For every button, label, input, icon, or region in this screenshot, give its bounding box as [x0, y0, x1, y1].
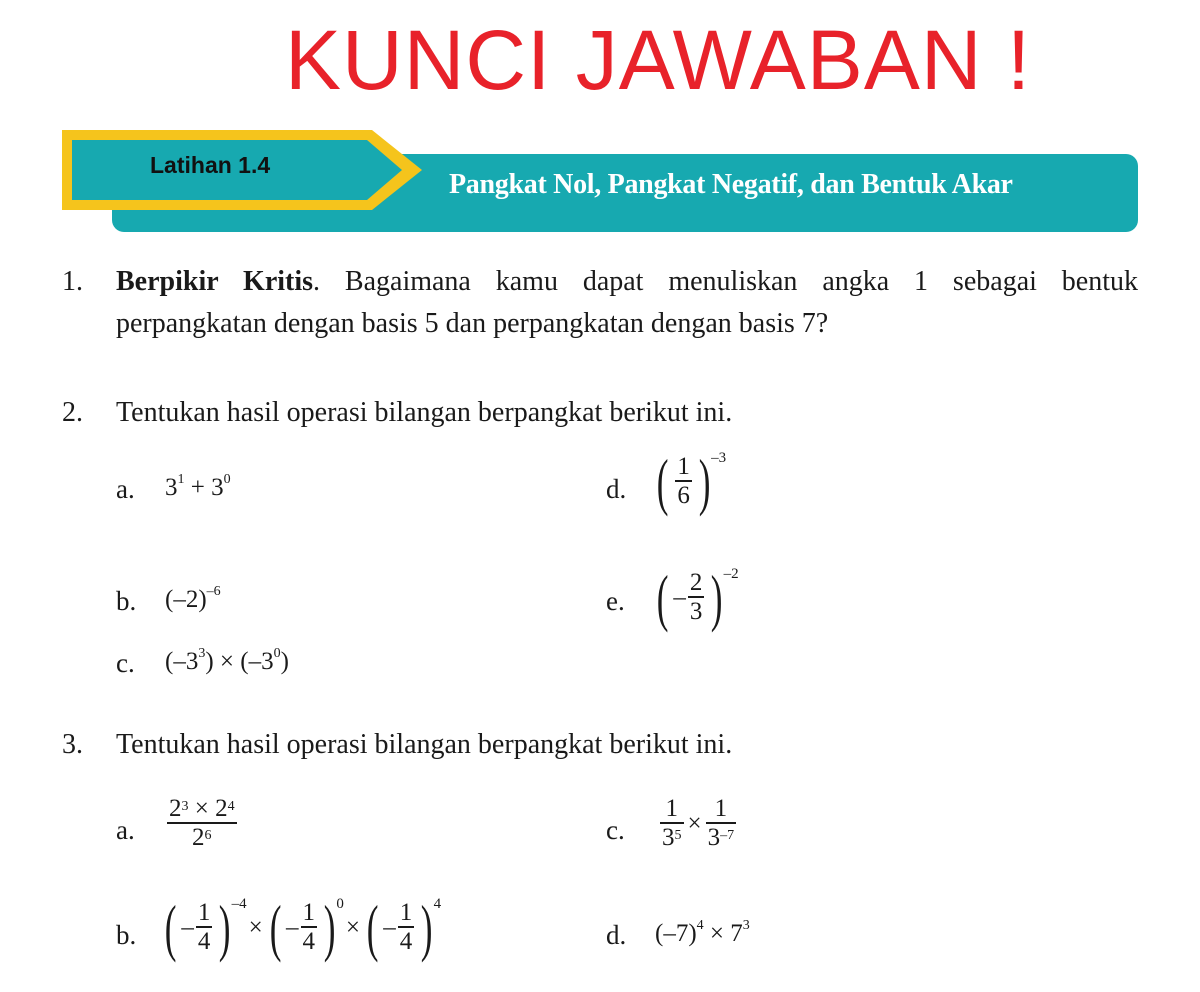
q2c-label: c. — [116, 648, 135, 678]
q3b-expression: ( – $\frac{1}{4}$ ) –4 × ( – $\frac{1}{4}$ ) 0 × ( – $\frac{1}{4}$ ) 4 — [164, 892, 442, 963]
q2b-label: b. — [116, 586, 137, 616]
q2a-label: a. — [116, 474, 135, 504]
q2-number: 2. — [62, 397, 83, 428]
q1-number: 1. — [62, 266, 83, 297]
q3c-label: c. — [606, 815, 625, 845]
q2-text: Tentukan hasil operasi bilangan berpangkat berikut ini. — [116, 397, 733, 428]
q2c-expression: $(-3^3) \times (-3^0)$ — [165, 646, 289, 675]
q3-number: 3. — [62, 729, 83, 760]
q3a-label: a. — [116, 815, 135, 845]
q1-bold-title: Berpikir Kritis — [116, 266, 314, 297]
q3d-expression: $(-7)^4 \times 7^3$ — [655, 918, 750, 947]
q2e-expression: ( – $\frac{2}{3}$ ) –2 — [656, 562, 739, 633]
q3a-expression: $\frac{2^3 \times 2^4}{2^6}$ — [169, 795, 235, 851]
q1-line-2: perpangkatan dengan basis 5 dan perpangkatan dengan basis 7? — [116, 308, 829, 339]
q1-text-1: . Bagaimana kamu dapat menuliskan angka 1 sebagai bentuk — [313, 266, 1138, 297]
q3-text: Tentukan hasil operasi bilangan berpangkat berikut ini. — [116, 729, 733, 760]
q3d-label: d. — [606, 920, 627, 950]
q3b-label: b. — [116, 920, 137, 950]
exercise-badge: Latihan 1.4 — [150, 152, 271, 178]
q2e-label: e. — [606, 586, 625, 616]
q2d-expression: ( $\frac{1}{6}$ ) –3 — [656, 446, 727, 517]
q2b-expression: $(-2)^{-6}$ — [165, 584, 221, 613]
answer-key-headline: KUNCI JAWABAN ! — [285, 13, 1032, 107]
q3c-expression: $\frac{1}{3^5}$ × $\frac{1}{3^{-7}}$ — [662, 795, 735, 851]
section-title: Pangkat Nol, Pangkat Negatif, dan Bentuk Akar — [449, 169, 1013, 200]
q1-line-1 — [116, 262, 1138, 302]
q2a-expression: $3^1 + 3^0$ — [165, 472, 231, 501]
q2d-label: d. — [606, 474, 627, 504]
